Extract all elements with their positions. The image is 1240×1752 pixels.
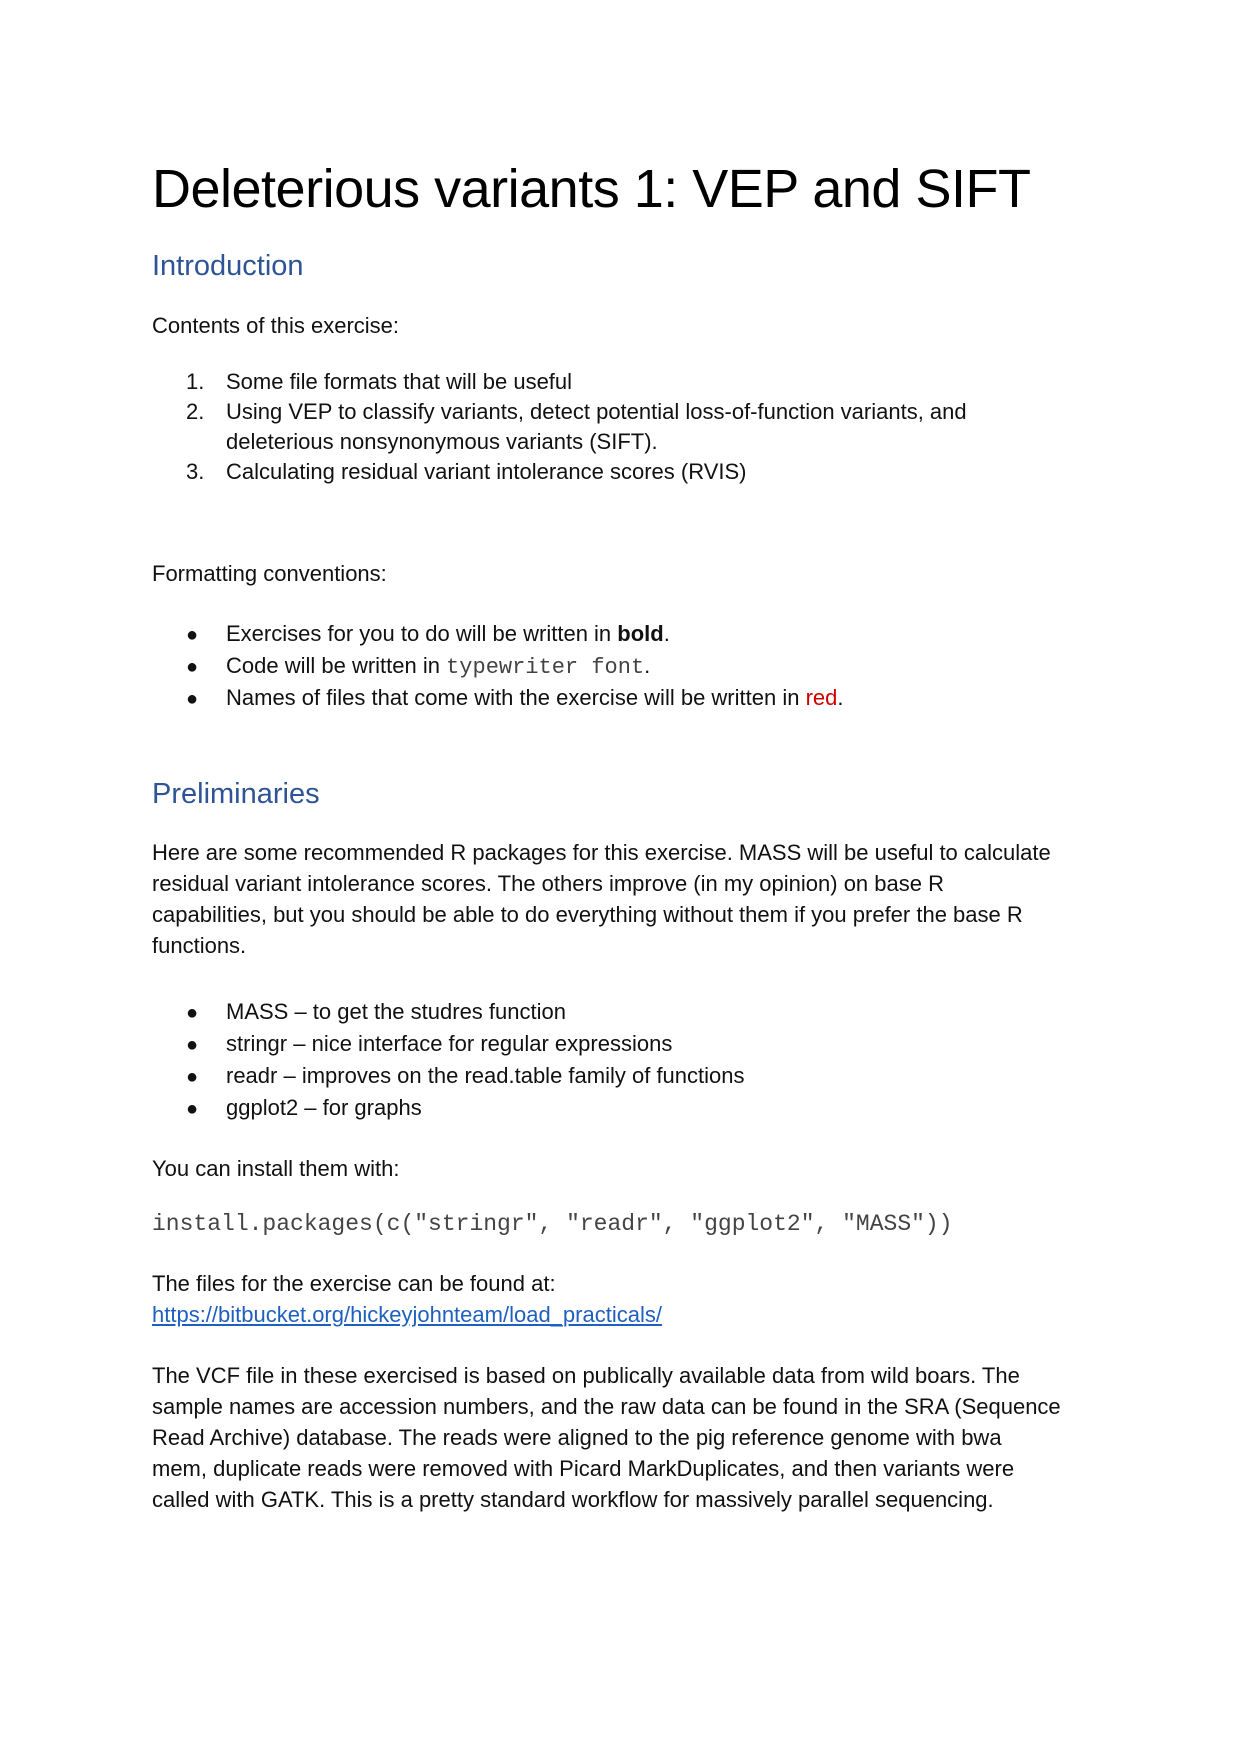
bullet-item xyxy=(186,1060,745,1093)
bullet-item: ● Names of files that come with the exercise will be written in red. xyxy=(186,682,226,715)
install-label: You can install them with: xyxy=(152,1156,400,1181)
bullet-text: Exercises for you to do will be written in xyxy=(226,621,618,646)
bullet-icon: ● xyxy=(186,1002,199,1024)
list-text: Calculating residual variant intolerance scores (RVIS) xyxy=(226,459,747,484)
bullet-icon: ● xyxy=(186,624,199,646)
list-item xyxy=(186,366,573,397)
files-link[interactable]: https://bitbucket.org/hickeyjohnteam/load_practicals/ xyxy=(152,1302,662,1327)
bullet-text: Code will be written in xyxy=(226,653,447,678)
contents-label: Contents of this exercise: xyxy=(152,313,400,338)
list-number: 1. xyxy=(186,369,205,394)
list-number: 2. xyxy=(186,399,205,424)
list-text: deleterious nonsynonymous variants (SIFT). xyxy=(226,429,658,454)
bullet-item xyxy=(186,996,566,1029)
paragraph: Here are some recommended R packages for this exercise. MASS will be useful to calculate residual variant intolerance scores. The others improve (in my opinion) on base R capabilities, but you should be able to do everything without them if you prefer the base R functions. xyxy=(152,840,1051,958)
list-item xyxy=(186,456,747,487)
bullet-text: MASS – to get the studres function xyxy=(226,999,566,1024)
bullet-item: ● Exercises for you to do will be written in bold. xyxy=(186,618,226,651)
list-text: Using VEP to classify variants, detect potential loss-of-function variants, and xyxy=(226,399,967,424)
list-item-continuation xyxy=(186,426,658,457)
bold-example: bold xyxy=(617,621,664,646)
red-example: red xyxy=(805,685,838,710)
list-text: Some file formats that will be useful xyxy=(226,369,573,394)
bullet-icon: ● xyxy=(186,656,199,678)
bullet-text: Names of files that come with the exercise will be written in xyxy=(226,685,806,710)
bullet-text: readr – improves on the read.table family of functions xyxy=(226,1063,745,1088)
bullet-item xyxy=(186,1092,422,1125)
typewriter-example: typewriter font xyxy=(446,655,645,680)
bullet-icon: ● xyxy=(186,688,199,710)
section-heading-introduction: Introduction xyxy=(152,250,304,282)
paragraph: The VCF file in these exercised is based on publically available data from wild boars. The sample names are accession numbers, and the raw data can be found in the SRA (Sequence Read Archive) database. The reads were aligned to the pig reference genome with bwa mem, duplicate reads were removed with Picard MarkDuplicates, and then variants were called with GATK. This is a pretty standard workflow for massively parallel sequencing. xyxy=(152,1363,1061,1512)
bullet-text: ggplot2 – for graphs xyxy=(226,1095,422,1120)
bullet-icon: ● xyxy=(186,1066,199,1088)
bullet-icon: ● xyxy=(186,1034,199,1056)
formatting-label: Formatting conventions: xyxy=(152,561,387,586)
list-number: 3. xyxy=(186,459,205,484)
bullet-item: ● Code will be written in typewriter font. xyxy=(186,650,226,683)
install-code: install.packages(c("stringr", "readr", "ggplot2", "MASS")) xyxy=(152,1211,953,1237)
document-title: Deleterious variants 1: VEP and SIFT xyxy=(152,159,1031,219)
list-item xyxy=(186,396,967,427)
bullet-text: stringr – nice interface for regular expressions xyxy=(226,1031,673,1056)
bullet-item xyxy=(186,1028,673,1061)
files-label: The files for the exercise can be found at: xyxy=(152,1271,556,1296)
section-heading-preliminaries: Preliminaries xyxy=(152,778,320,810)
bullet-icon: ● xyxy=(186,1098,199,1120)
